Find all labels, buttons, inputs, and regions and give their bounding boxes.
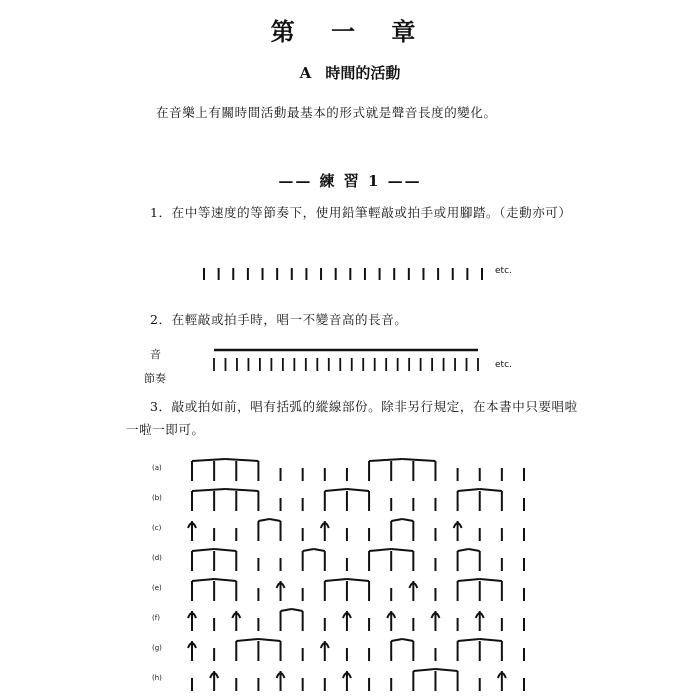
section-title: 時間的活動 bbox=[325, 64, 401, 82]
bracket-line bbox=[413, 669, 435, 671]
intro-paragraph: 在音樂上有關時間活動最基本的形式就是聲音長度的變化。 bbox=[156, 105, 497, 120]
bracket-line bbox=[480, 639, 502, 641]
bracket-line bbox=[391, 519, 402, 521]
bracket-line bbox=[225, 459, 258, 461]
bracket-line bbox=[192, 459, 225, 461]
bracket-line bbox=[458, 549, 469, 551]
etc-label-2: etc. bbox=[495, 360, 512, 370]
bracket-line bbox=[325, 579, 347, 581]
row-label-g: (g) bbox=[152, 644, 162, 652]
row-label-f: (f) bbox=[152, 614, 160, 622]
bracket-line bbox=[458, 489, 480, 491]
bracket-line bbox=[369, 549, 391, 551]
bracket-line bbox=[325, 489, 347, 491]
bracket-line bbox=[435, 669, 457, 671]
bracket-line bbox=[225, 489, 258, 491]
instruction-1: 1．在中等速度的等節奏下，使用鉛筆輕敲或拍手或用腳踏。（走動亦可） bbox=[150, 205, 572, 220]
row-label-b: (b) bbox=[152, 494, 162, 502]
bracket-line bbox=[192, 549, 214, 551]
bracket-line bbox=[303, 549, 314, 551]
bracket-line bbox=[480, 489, 502, 491]
bracket-line bbox=[402, 519, 413, 521]
bracket-line bbox=[292, 609, 303, 611]
bracket-line bbox=[258, 639, 280, 641]
instruction-3-continuation: 一啦一即可。 bbox=[126, 422, 205, 437]
bracket-line bbox=[347, 489, 369, 491]
bracket-line bbox=[458, 639, 480, 641]
etc-label-1: etc. bbox=[495, 266, 512, 276]
beat-label: 節奏 bbox=[144, 372, 166, 385]
bracket-line bbox=[214, 549, 236, 551]
bracket-line bbox=[469, 549, 480, 551]
bracket-line bbox=[347, 579, 369, 581]
bracket-line bbox=[236, 639, 258, 641]
bracket-line bbox=[192, 489, 225, 491]
bracket-line bbox=[369, 459, 402, 461]
section-letter: A bbox=[299, 64, 312, 82]
voice-label: 音 bbox=[150, 348, 161, 361]
exercise-title: —— 練 習 1 —— bbox=[278, 172, 422, 190]
row-label-d: (d) bbox=[152, 554, 162, 562]
bracket-line bbox=[314, 549, 325, 551]
bracket-line bbox=[192, 579, 214, 581]
chapter-title: 第 一 章 bbox=[270, 17, 430, 46]
bracket-line bbox=[281, 609, 292, 611]
bracket-line bbox=[458, 579, 480, 581]
bracket-line bbox=[402, 459, 435, 461]
instruction-3: 3．敲或拍如前，唱有括弧的縱線部份。除非另行規定，在本書中只要唱啦 bbox=[150, 399, 578, 414]
bracket-line bbox=[258, 519, 269, 521]
bracket-line bbox=[269, 519, 280, 521]
row-label-h: (h) bbox=[152, 674, 162, 682]
bracket-line bbox=[391, 549, 413, 551]
row-label-c: (c) bbox=[152, 524, 162, 532]
bracket-line bbox=[402, 639, 413, 641]
row-label-e: (e) bbox=[152, 584, 162, 592]
row-label-a: (a) bbox=[152, 464, 162, 472]
bracket-line bbox=[214, 579, 236, 581]
bracket-line bbox=[391, 639, 402, 641]
bracket-line bbox=[480, 579, 502, 581]
instruction-2: 2．在輕敲或拍手時，唱一不變音高的長音。 bbox=[150, 312, 408, 327]
